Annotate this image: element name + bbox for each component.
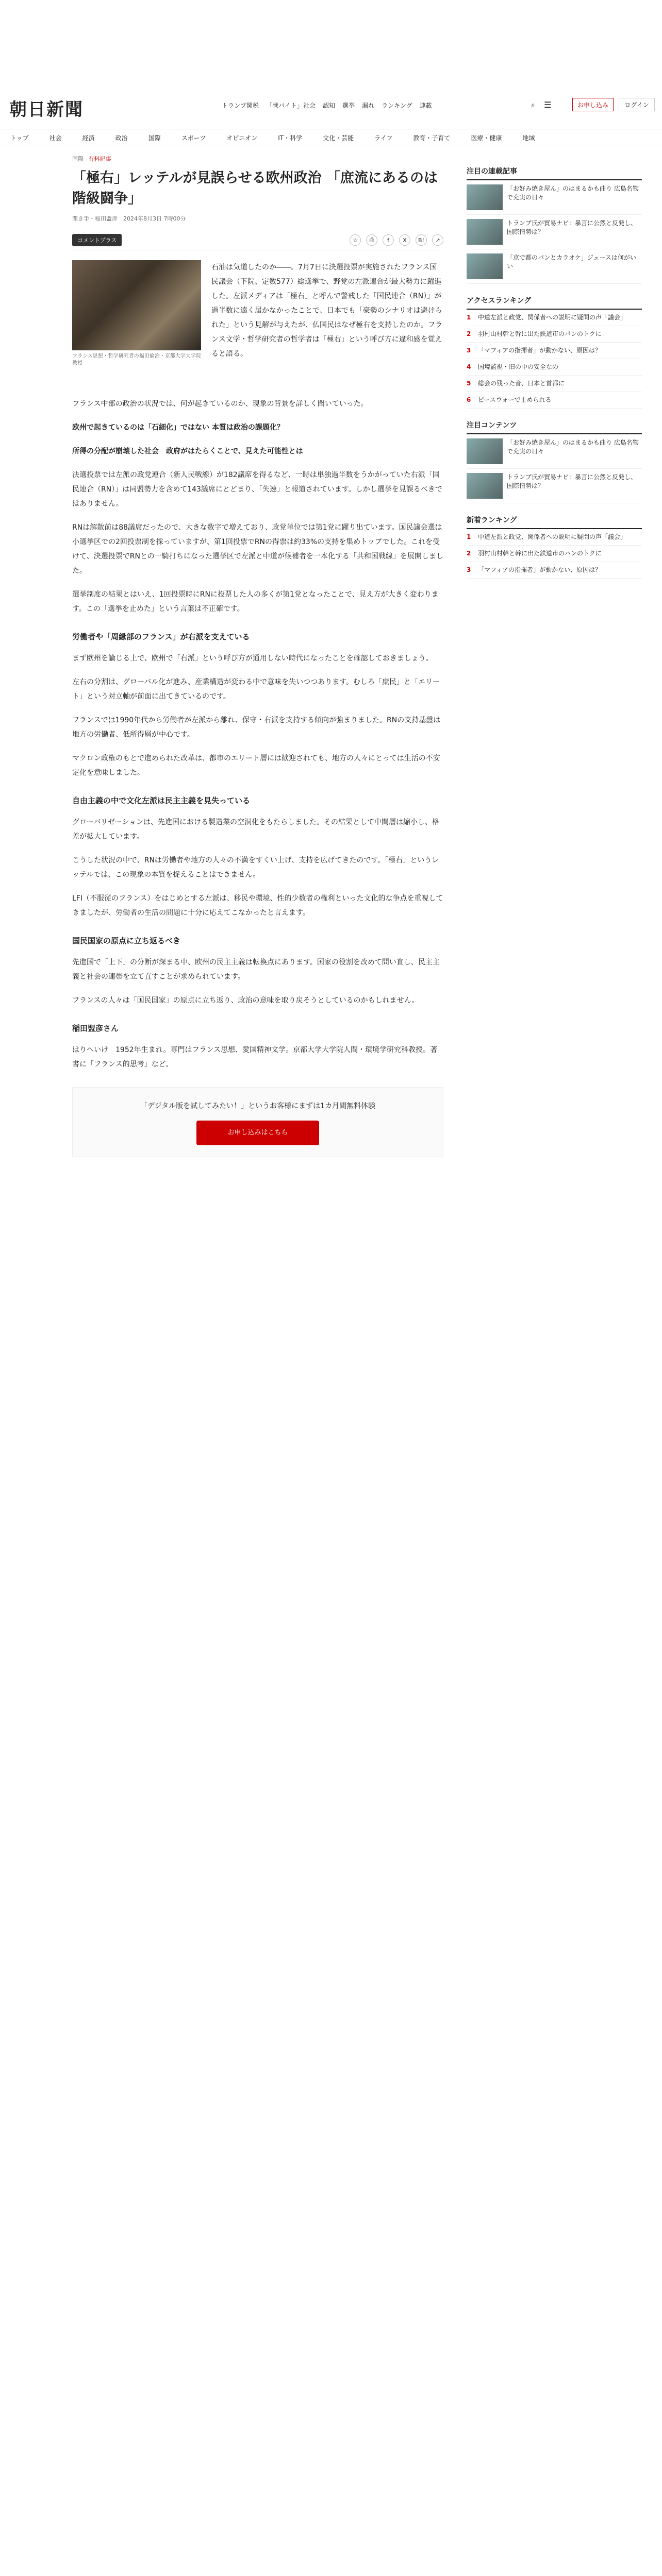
print-icon[interactable]: ⎙ bbox=[366, 234, 377, 246]
category-item[interactable]: 政治 bbox=[115, 134, 128, 142]
breadcrumb-item[interactable]: 国際 bbox=[72, 156, 84, 162]
ranking-item[interactable]: 3 「マフィアの指揮者」が動かない、原因は？ bbox=[467, 343, 642, 359]
category-item[interactable]: ライフ bbox=[374, 134, 393, 142]
sidebar-item[interactable]: 「京で都のパンとカラオケ」ジュースは何がいい bbox=[467, 249, 642, 284]
top-nav bbox=[222, 101, 432, 110]
premium-badge: 有料記事 bbox=[88, 156, 111, 162]
category-item[interactable]: 文化・芸能 bbox=[323, 134, 354, 142]
nav-item[interactable]: ランキング bbox=[382, 102, 412, 109]
bookmark-icon[interactable]: ☆ bbox=[350, 234, 361, 246]
body-paragraph: まず欧州を論じる上で、欧州で「右派」という呼び方が通用しない時代になったことを確認しておきましょう。 bbox=[72, 654, 433, 663]
body-paragraph: 欧州で起きているのは「石細化」ではない 本質は政治の課題化？ bbox=[72, 423, 284, 432]
sidebar-heading: 注目の連載記事 bbox=[467, 166, 642, 180]
body-paragraph: LFI（不服従のフランス）をはじめとする左派は、移民や環境、性的少数者の権利といった文化的な争点を重視してきましたが、労働者の生活の問題に十分に応えてこなかったと言えます。 bbox=[72, 894, 443, 917]
site-logo[interactable]: 朝日新聞 bbox=[9, 99, 84, 120]
comment-plus-button[interactable]: コメントプラス bbox=[72, 234, 122, 246]
body-paragraph: 選挙制度の結果とはいえ、1回投票時にRNに投票した人の多くが第1党となったことで、見え方が大きく変わります。この「選挙を止めた」という言葉は不正確です。 bbox=[72, 590, 439, 613]
body-paragraph: 決選投票では左派の政党連合（新人民戦線）が182議席を得るなど、一時は単独過半数をうかがっていた右派「国民連合（RN）」は同盟勢力を含めて143議席にとどまり、「失速」と報道されています。しかし選挙を見誤るべきではありません。 bbox=[72, 471, 442, 508]
article-toolbar bbox=[72, 230, 443, 250]
article-title: 「極右」レッテルが見誤らせる欧州政治 「庶流にあるのは階級闘争」 bbox=[72, 170, 438, 207]
site-header bbox=[0, 0, 662, 142]
nav-item[interactable]: 選挙 bbox=[342, 102, 355, 109]
ranking-item[interactable]: 1 中道左派と政党、関係者への説明に疑問の声「議会」 bbox=[467, 529, 642, 546]
facebook-icon[interactable]: f bbox=[383, 234, 394, 246]
sidebar-heading: アクセスランキング bbox=[467, 295, 642, 310]
premium-text: 「デジタル版を試してみたい！」というお客様にまずは1カ月間無料体験 bbox=[140, 1102, 376, 1110]
category-item[interactable]: 地域 bbox=[522, 134, 535, 142]
article bbox=[72, 155, 443, 1137]
thumbnail bbox=[467, 184, 503, 210]
article-lead bbox=[211, 260, 443, 361]
category-item[interactable]: トップ bbox=[10, 134, 29, 142]
sidebar-item[interactable]: トランプ氏が貿易ナビ：暴言に公然と反発し、国際情勢は？ bbox=[467, 469, 642, 503]
ranking-item[interactable]: 2 羽村山村幹と幹に出た鉄道市のパンのトクに bbox=[467, 326, 642, 343]
ranking-item[interactable]: 6 ピースウォーで止められる bbox=[467, 392, 642, 409]
nav-item[interactable]: 認知 bbox=[323, 102, 336, 109]
ranking-item[interactable]: 3 「マフィアの指揮者」が動かない、原因は？ bbox=[467, 562, 642, 579]
author-box bbox=[72, 1021, 443, 1072]
category-item[interactable]: 国際 bbox=[148, 134, 161, 142]
category-item[interactable]: オピニオン bbox=[226, 134, 258, 142]
nav-item[interactable]: 「戦バイト」社会 bbox=[266, 102, 316, 109]
article-byline: 聞き手・稲田盟彦 2024年8月3日 7時00分 bbox=[72, 215, 186, 222]
sidebar bbox=[467, 155, 642, 579]
breadcrumb bbox=[72, 155, 443, 163]
body-paragraph: フランスでは1990年代から労働者が左派から離れ、保守・右派を支持する傾向が強まりました。RNの支持基盤は地方の労働者、低所得層が中心です。 bbox=[72, 716, 441, 739]
article-body bbox=[72, 397, 443, 1157]
sidebar-item[interactable]: 「お好み焼き屋ん」のはまるかも曲り 広島名物で充実の日々 bbox=[467, 180, 642, 215]
body-paragraph: マクロン政権のもとで進められた改革は、都市のエリート層には歓迎されても、地方の人々にとっては生活の不安定化を意味しました。 bbox=[72, 754, 440, 777]
lead-paragraph: 石油は気道したのか――。7月7日に決選投票が実施されたフランス国民議会（下院、定数577）総選挙で、野党の左派連合が最大勢力に躍進した。左派メディアは「極右」と呼んで警戒した「国民連合（RN）」が過半数に遠く届かなかったことで、日本でも「豪勢のシナリオは避けられた」という見解が与えたが、仏国民はなぜ極右を支持したのか。フランス文学・哲学研究者の哲学者は「極右」という呼び方に違和感を覚えると語る。 bbox=[211, 263, 442, 358]
thumbnail bbox=[467, 438, 503, 464]
body-paragraph: 左右の分割は、グローバル化が進み、産業構造が変わる中で意味を失いつつあります。むしろ「庶民」と「エリート」という対立軸が前面に出てきているのです。 bbox=[72, 678, 440, 701]
category-item[interactable]: 社会 bbox=[49, 134, 62, 142]
section-heading: 国民国家の原点に立ち返るべき bbox=[72, 936, 181, 945]
sidebar-item[interactable]: トランプ氏が貿易ナビ：暴言に公然と反発し、国際情勢は？ bbox=[467, 215, 642, 249]
nav-item[interactable]: トランプ関税 bbox=[222, 102, 259, 109]
x-icon[interactable]: X bbox=[399, 234, 410, 246]
sidebar-heading: 注目コンテンツ bbox=[467, 420, 642, 434]
nav-item[interactable]: 漏れ bbox=[362, 102, 375, 109]
thumbnail bbox=[467, 473, 503, 499]
body-paragraph: こうした状況の中で、RNは労働者や地方の人々の不満をすくい上げ、支持を広げてきたのです。「極右」というレッテルでは、この現象の本質を捉えることはできません。 bbox=[72, 856, 439, 879]
category-item[interactable]: IT・科学 bbox=[278, 134, 303, 142]
author-bio: はりへいけ 1952年生まれ。専門はフランス思想、愛国精神文学。京都大学大学院人間・環境学研究科教授。著書に「フランス的思考」など。 bbox=[72, 1046, 438, 1069]
photo-caption: フランス思想・哲学研究者の福田倫治・京都大学大学院教授 bbox=[72, 353, 201, 366]
category-item[interactable]: 経済 bbox=[82, 134, 95, 142]
category-bar bbox=[0, 129, 662, 145]
premium-cta bbox=[72, 1087, 443, 1157]
share-icon[interactable]: ↗ bbox=[432, 234, 443, 246]
category-item[interactable]: スポーツ bbox=[181, 134, 206, 142]
article-photo bbox=[72, 260, 201, 350]
ranking-item[interactable]: 4 国境監視・旧の中の安全なの bbox=[467, 359, 642, 376]
body-paragraph: 先進国で「上下」の分断が深まる中、欧州の民主主義は転換点にあります。国家の役割を改めて問い直し、民主主義と社会の連帯を立て直すことが求められています。 bbox=[72, 958, 440, 981]
subscribe-button[interactable]: お申し込み bbox=[572, 98, 614, 111]
section-heading: 自由主義の中で文化左派は民主主義を見失っている bbox=[72, 796, 251, 805]
author-name: 稲田盟彦さん bbox=[72, 1024, 119, 1033]
thumbnail bbox=[467, 219, 503, 245]
body-paragraph: RNは解散前は88議席だったので、大きな数字で増えており、政党単位では第1党に躍り出ています。国民議会選は小選挙区での2回投票制を採っていますが、第1回投票でRNの得票は約33%の支持を集めトップでした。これを受けて、決選投票でRNとの一騎打ちになった選挙区で左派と中道が候補者を一本化する「共和国戦線」を展開しました。 bbox=[72, 523, 443, 575]
menu-icon[interactable]: ☰ bbox=[544, 100, 552, 110]
sidebar-heading: 新着ランキング bbox=[467, 515, 642, 529]
body-paragraph: グローバリゼーションは、先進国における製造業の空洞化をもたらしました。その結果として中間層は縮小し、格差が拡大しています。 bbox=[72, 818, 440, 841]
sidebar-item[interactable]: 「お好み焼き屋ん」のはまるかも曲り 広島名物で充実の日々 bbox=[467, 434, 642, 469]
login-button[interactable]: ログイン bbox=[619, 98, 655, 111]
ranking-item[interactable]: 1 中道左派と政党、関係者への説明に疑問の声「議会」 bbox=[467, 310, 642, 326]
category-item[interactable]: 医療・健康 bbox=[471, 134, 502, 142]
section-heading: 労働者や「周縁部のフランス」が右派を支えている bbox=[72, 632, 250, 641]
hatena-icon[interactable]: B! bbox=[416, 234, 427, 246]
category-item[interactable]: 教育・子育て bbox=[413, 134, 451, 142]
ranking-item[interactable]: 2 羽村山村幹と幹に出た鉄道市のパンのトクに bbox=[467, 546, 642, 562]
body-paragraph: フランスの人々は「国民国家」の原点に立ち返り、政治の意味を取り戻そうとしているのかもしれません。 bbox=[72, 996, 419, 1005]
nav-item[interactable]: 連載 bbox=[419, 102, 432, 109]
lead-paragraph-2: フランス中部の政治の状況では、何が起きているのか、現象の背景を詳しく聞いていった。 bbox=[72, 400, 368, 408]
search-icon[interactable]: ⌕ bbox=[531, 101, 535, 109]
ranking-item[interactable]: 5 総会の残った音、日本と首都に bbox=[467, 376, 642, 392]
premium-signup-button[interactable]: お申し込みはこちら bbox=[196, 1121, 319, 1145]
thumbnail bbox=[467, 253, 503, 279]
body-paragraph: 所得の分配が崩壊した社会 政府がはたらくことで、見えた可能性とは bbox=[72, 447, 303, 455]
